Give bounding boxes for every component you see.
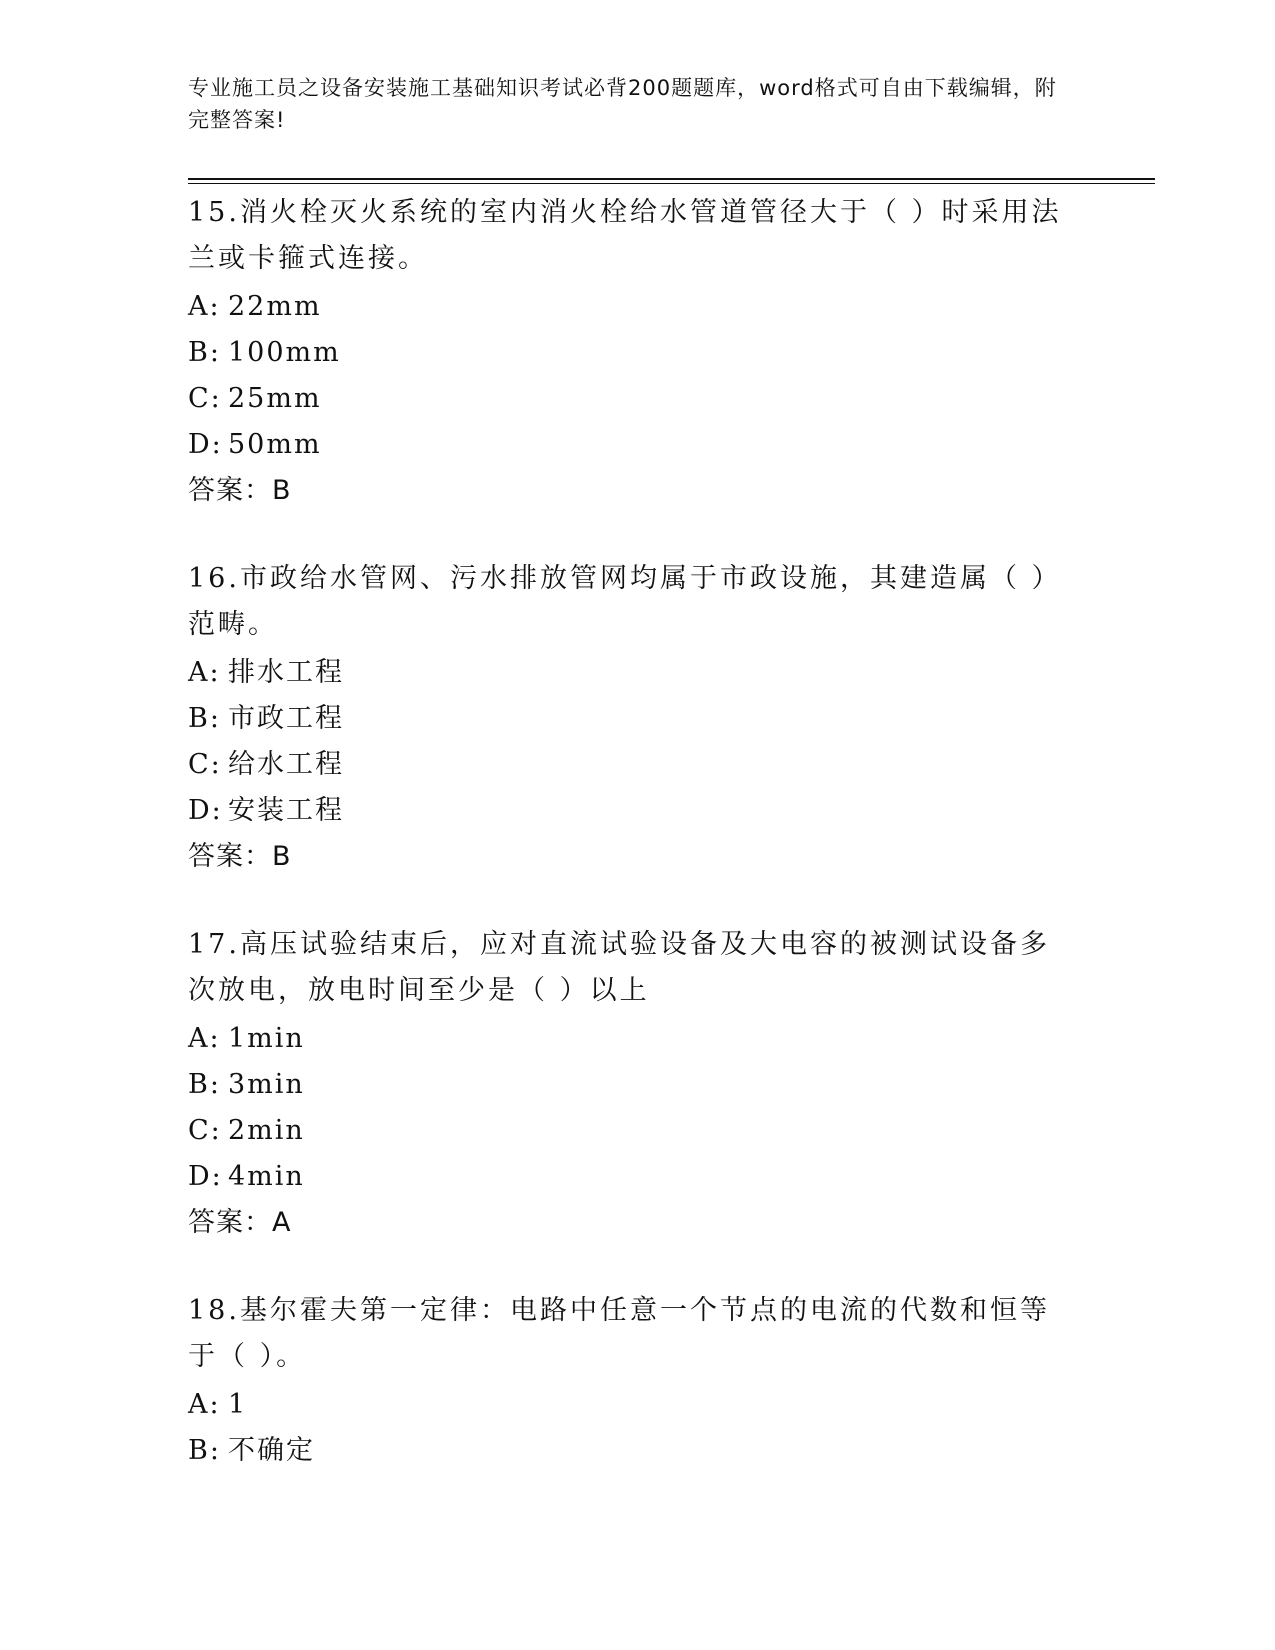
option-key: B: (188, 703, 221, 734)
question-stem: 15.消火栓灭火系统的室内消火栓给水管道管径大于（ ）时采用法兰或卡箍式连接。 (188, 197, 1062, 274)
option-key: C: (188, 383, 222, 414)
option-a (188, 1382, 1088, 1428)
answer-line: 答案：A (188, 1207, 292, 1238)
question-stem: 16.市政给水管网、污水排放管网均属于市政设施，其建造属（ ）范畴。 (188, 563, 1062, 640)
question-18 (188, 1288, 1088, 1474)
question-17 (188, 922, 1088, 1246)
option-text: 3min (228, 1069, 305, 1100)
option-c (188, 1108, 1088, 1154)
option-key: A: (188, 657, 221, 688)
answer-line: 答案：B (188, 841, 292, 872)
question-15 (188, 190, 1088, 514)
option-d (188, 788, 1088, 834)
option-b (188, 1428, 1088, 1474)
option-d (188, 1154, 1088, 1200)
option-c (188, 376, 1088, 422)
header-rule-thick (188, 178, 1155, 180)
option-text: 2min (228, 1115, 305, 1146)
option-text: 1 (228, 1389, 248, 1420)
option-text: 不确定 (228, 1435, 315, 1466)
option-text: 4min (228, 1161, 305, 1192)
option-b (188, 330, 1088, 376)
option-text: 25mm (228, 383, 322, 414)
option-key: B: (188, 1435, 221, 1466)
answer-line: 答案：B (188, 475, 292, 506)
option-key: B: (188, 1069, 221, 1100)
option-key: D: (188, 429, 223, 460)
option-key: A: (188, 291, 221, 322)
option-a (188, 284, 1088, 330)
option-text: 排水工程 (228, 657, 344, 688)
option-a (188, 1016, 1088, 1062)
question-16 (188, 556, 1088, 880)
option-text: 市政工程 (228, 703, 344, 734)
option-d (188, 422, 1088, 468)
option-text: 100mm (228, 337, 341, 368)
option-text: 给水工程 (228, 749, 344, 780)
option-b (188, 696, 1088, 742)
option-key: D: (188, 795, 223, 826)
question-list (188, 190, 1088, 1516)
option-key: A: (188, 1023, 221, 1054)
option-key: A: (188, 1389, 221, 1420)
option-a (188, 650, 1088, 696)
option-key: D: (188, 1161, 223, 1192)
option-text: 22mm (228, 291, 322, 322)
option-b (188, 1062, 1088, 1108)
document-header-title: 专业施工员之设备安装施工基础知识考试必背200题题库，word格式可自由下载编辑，附完整答案! (188, 76, 1057, 132)
option-text: 1min (228, 1023, 305, 1054)
option-text: 50mm (228, 429, 322, 460)
option-key: C: (188, 1115, 222, 1146)
question-stem: 18.基尔霍夫第一定律：电路中任意一个节点的电流的代数和恒等于（ ）。 (188, 1295, 1050, 1372)
option-text: 安装工程 (228, 795, 344, 826)
option-key: B: (188, 337, 221, 368)
question-stem: 17.高压试验结束后，应对直流试验设备及大电容的被测试设备多次放电，放电时间至少是（ ）以上 (188, 929, 1050, 1006)
option-key: C: (188, 749, 222, 780)
header-rule-thin (188, 183, 1155, 184)
option-c (188, 742, 1088, 788)
